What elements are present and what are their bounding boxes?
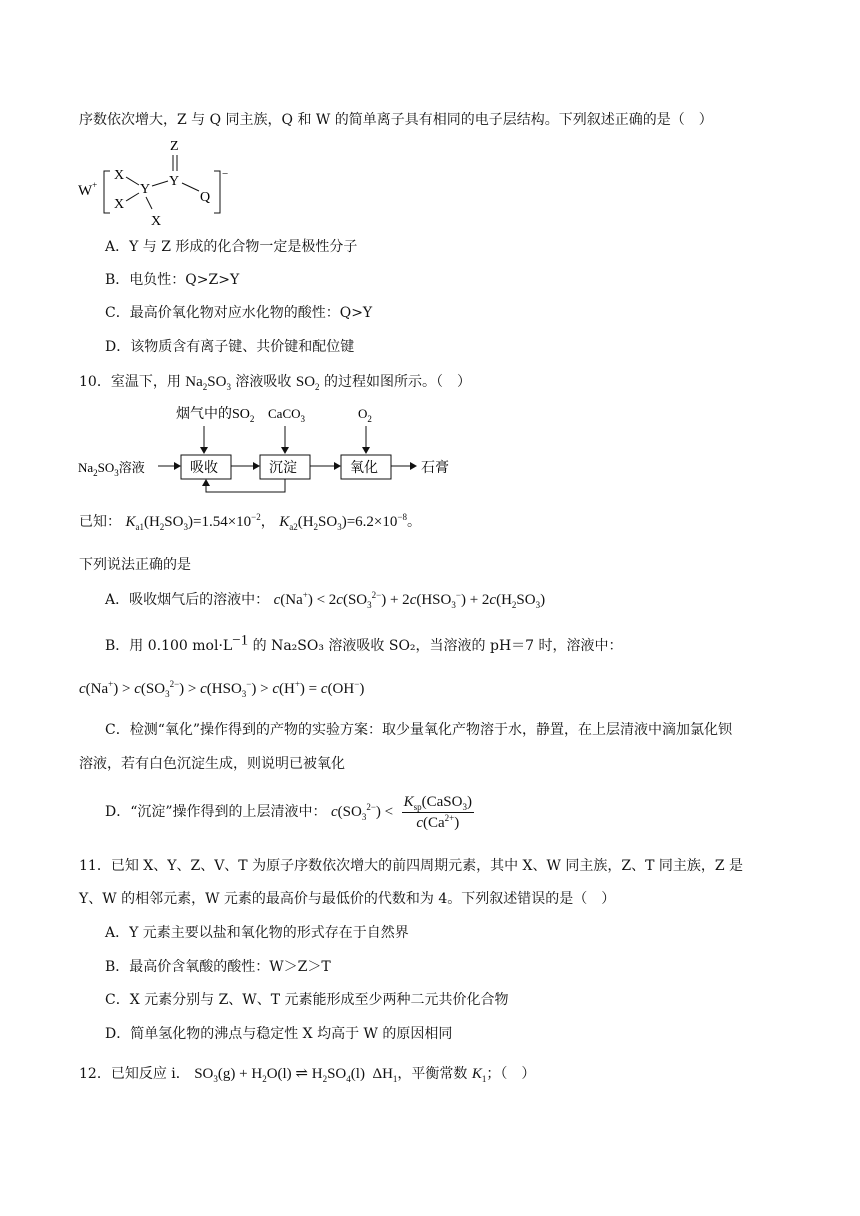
svg-text:X: X: [151, 214, 162, 229]
q9-option-a: A．Y 与 Z 形成的化合物一定是极性分子: [105, 239, 358, 255]
q10-flow-diagram: [76, 400, 486, 500]
q9-stem: 序数依次增大，Z 与 Q 同主族，Q 和 W 的简单离子具有相同的电子层结构。下列叙述正确的是（ ）: [79, 112, 713, 128]
q11-option-a: A．Y 元素主要以盐和氧化物的形式存在于自然界: [105, 925, 409, 941]
svg-text:石膏: 石膏: [421, 461, 449, 476]
q11-stem-line1: 11．已知 X、Y、Z、V、T 为原子序数依次增大的前四周期元素，其中 X、W 同主族，Z、T 同主族，Z 是: [79, 858, 744, 874]
q11-stem-line2: Y、W 的相邻元素，W 元素的最高价与最低价的代数和为 4。下列叙述错误的是（ ）: [79, 891, 616, 907]
q9-structure-diagram: [76, 135, 246, 235]
q9-option-d: D．该物质含有离子键、共价键和配位键: [105, 339, 355, 355]
cation-w: W+: [78, 180, 98, 199]
q10-option-c-line1: C．检测“氧化”操作得到的产物的实验方案：取少量氧化产物溶于水，静置，在上层清液中滴加氯化钡: [105, 722, 733, 738]
svg-text:沉淀: 沉淀: [269, 461, 297, 476]
svg-text:Z: Z: [170, 139, 179, 154]
svg-text:−: −: [222, 168, 229, 180]
q10-known: 已知： $K_{a1}(H_2SO_3)=1.54\times 10^{-2}$， $K_{a2}(H_2SO_3)=6.2\times 10^{-8}$。: [79, 512, 421, 532]
svg-text:Y: Y: [169, 174, 180, 189]
svg-text:X: X: [114, 168, 125, 183]
q9-option-b: B．电负性：Q>Z>Y: [105, 272, 240, 288]
svg-text:氧化: 氧化: [350, 461, 378, 476]
svg-text:Q: Q: [200, 190, 211, 205]
svg-text:O2: $O_2$: [358, 406, 372, 424]
svg-text:X: X: [114, 197, 125, 212]
svg-text:吸收: 吸收: [190, 461, 218, 476]
q10-option-b-inequality: $c(Na^+) > c(SO_3^{2-}) > c(HSO_3^-) > c(H^+) = c(OH^-)$: [79, 679, 365, 699]
q10-option-c-line2: 溶液，若有白色沉淀生成，则说明已被氧化: [79, 756, 345, 772]
q12-stem: 12．已知反应 i． $SO_3(g) + H_2O(l)$ ⇌ $H_2SO_4(l)$ $\Delta H_1$，平衡常数 $K_1$；（ ）: [79, 1066, 536, 1084]
q11-option-c: C．X 元素分别与 Z、W、T 元素能形成至少两种二元共价化合物: [105, 992, 509, 1008]
ksp-fraction: $\frac{K_{sp}(CaSO_3)}{c(Ca^{2+})}$: [403, 793, 472, 831]
svg-text:烟气中的SO2: 烟气中的$SO_2$: [176, 407, 255, 424]
q10-stem: 10．室温下，用 $Na_2SO_3$ 溶液吸收 $SO_2$ 的过程如图所示。（ ）: [79, 374, 471, 392]
svg-text:Na2SO3溶液: $Na_2SO_3$溶液: [78, 460, 145, 478]
q10-option-a: A．吸收烟气后的溶液中： $c(Na^+) < 2c(SO_3^{2-}) + 2c(HSO_3^-) + 2c(H_2SO_3)$: [105, 590, 546, 610]
q10-prompt: 下列说法正确的是: [79, 557, 191, 573]
svg-text:Y: Y: [140, 182, 151, 197]
q10-option-d: D．“沉淀”操作得到的上层清液中： $c(SO_3^{2-})$ < $\frac{K_{sp}(CaSO_3)}{c(Ca^{2+})}$: [105, 793, 472, 831]
q11-option-b: B．最高价含氧酸的酸性：W＞Z＞T: [105, 959, 331, 975]
q11-option-d: D．简单氢化物的沸点与稳定性 X 均高于 W 的原因相同: [105, 1026, 453, 1042]
q10-option-b: B．用 0.100 $mol\cdot L^{-1}$ 的 Na₂SO₃ 溶液吸收 SO₂，当溶液的 pH＝7 时，溶液中：: [105, 632, 623, 654]
q9-option-c: C．最高价氧化物对应水化物的酸性：Q>Y: [105, 305, 373, 321]
svg-text:CaCO3: CaCO$_3$: [268, 406, 305, 424]
